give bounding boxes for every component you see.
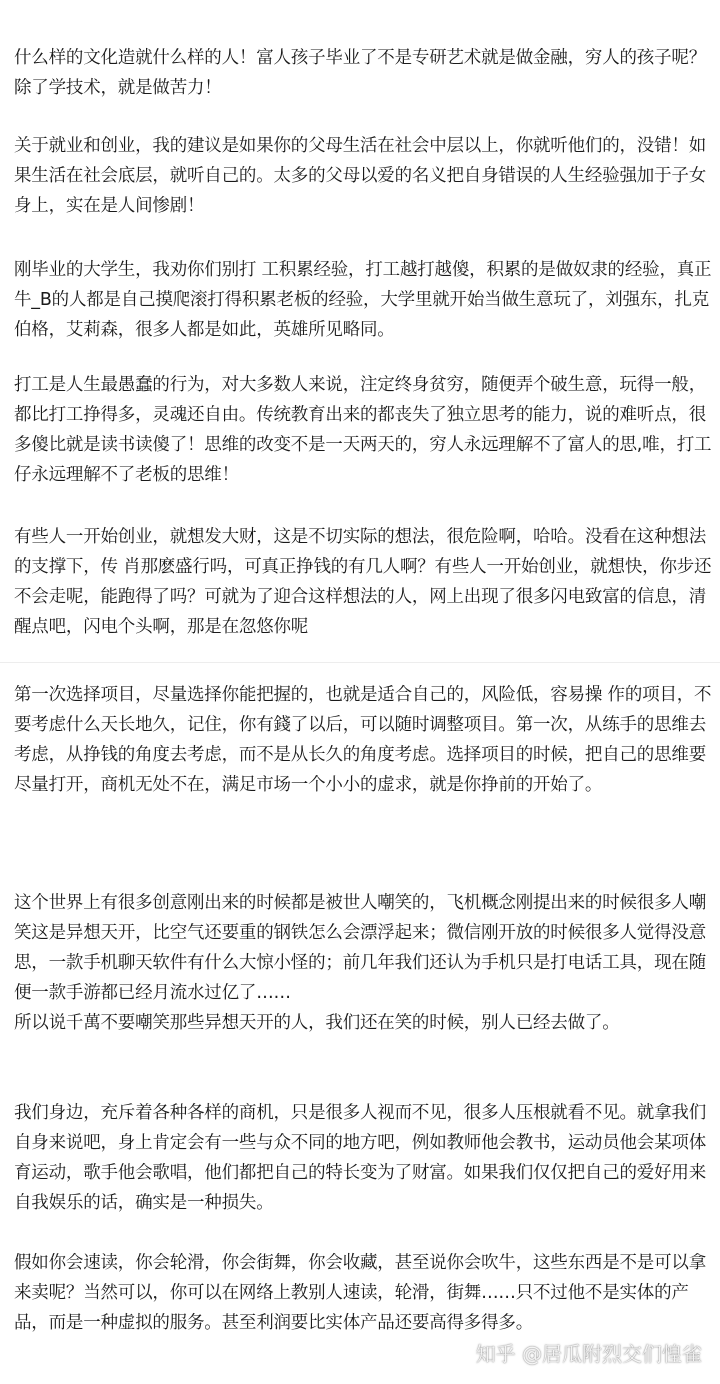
paragraph-7: 这个世界上有很多创意刚出来的时候都是被世人嘲笑的，飞机概念刚提出来的时候很多人嘲笑这是异想天开，比空气还要重的钢铁怎么会漂浮起来；微信刚开放的时候很多人觉得没意思，一款手机聊天软件有什么大惊小怪的；前几年我们还认为手机只是打电话工具，现在随便一款手游都已经月流水过亿了…… 所以说千萬不要嘲笑那些异想天开的人，我们还在笑的时候，别人已经去做了。 bbox=[14, 893, 706, 1033]
paragraph-8: 我们身边，充斥着各种各样的商机，只是很多人视而不见，很多人压根就看不见。就拿我们自身来说吧，身上肯定会有一些与众不同的地方吧，例如教师他会教书，运动员他会某项体育运动，歌手他会歌唱，他们都把自己的特长变为了财富。如果我们仅仅把自己的爱好用来自我娱乐的话，确实是一种损失。 bbox=[14, 1103, 706, 1213]
paragraph-3: 刚毕业的大学生，我劝你们别打 工积累经验，打工越打越傻，积累的是做奴隶的经验，真正牛_B的人都是自己摸爬滚打得积累老板的经验，大学里就开始当做生意玩了，刘强东，扎克伯格，艾莉森，很多人都是如此，英雄所见略同。 bbox=[14, 260, 712, 340]
watermark-text: 知乎 @居瓜附烈交们惶雀 bbox=[475, 1342, 702, 1366]
paragraph-4: 打工是人生最愚蠢的行为，对大多数人来说，注定终身贫穷，随便弄个破生意，玩得一般，都比打工挣得多，灵魂还自由。传统教育出来的都丧失了独立思考的能力，说的难听点，很多傻比就是读书读傻了！思维的改变不是一天两天的，穷人永远理解不了富人的思,唯，打工仔永远理解不了老板的思维！ bbox=[14, 375, 712, 485]
section-divider bbox=[0, 662, 720, 663]
paragraph-5: 有些人一开始创业，就想发大财，这是不切实际的想法，很危险啊，哈哈。没看在这种想法的支撑下，传 肖那麽盛行吗，可真正挣钱的有几人啊？有些人一开始创业，就想快，你步还不会走呢，能跑得了吗？可就为了迎合这样想法的人，网上出现了很多闪电致富的信息，清醒点吧，闪电个头啊，那是在忽悠你呢 bbox=[14, 527, 712, 637]
paragraph-9: 假如你会速读，你会轮滑，你会街舞，你会收藏，甚至说你会吹牛，这些东西是不是可以拿来卖呢？当然可以，你可以在网络上教别人速读，轮滑，街舞……只不过他不是实体的产品，而是一种虚拟的服务。甚至利润要比实体产品还要高得多得多。 bbox=[14, 1253, 706, 1333]
paragraph-6: 第一次选择项目，尽量选择你能把握的，也就是适合自己的，风险低，容易操 作的项目，不要考虑什么天长地久，记住，你有錢了以后，可以随时调整项目。第一次，从练手的思维去考虑，从挣钱的角度去考虑，而不是从长久的角度考虑。选择项目的时候，把自己的思维要尽量打开，商机无处不在，满足市场一个小小的虚求，就是你挣前的开始了。 bbox=[14, 685, 712, 795]
paragraph-2: 关于就业和创业，我的建议是如果你的父母生活在社会中层以上，你就听他们的，没错！如果生活在社会底层，就听自己的。太多的父母以爱的名义把自身错误的人生经验强加于子女身上，实在是人间惨剧！ bbox=[14, 136, 706, 216]
paragraph-1: 什么样的文化造就什么样的人！富人孩子毕业了不是专研艺术就是做金融，穷人的孩子呢？除了学技术，就是做苦力！ bbox=[14, 48, 706, 98]
